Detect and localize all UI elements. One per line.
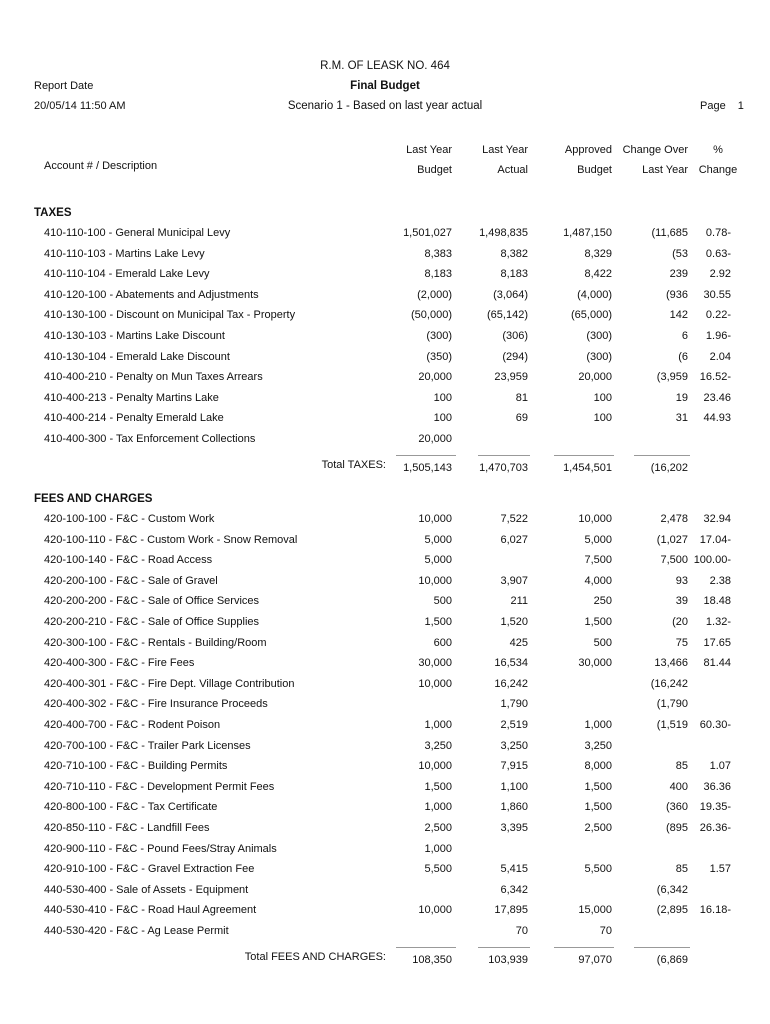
cell-approved-budget: 70 [599, 925, 612, 937]
row-description: 410-110-104 - Emerald Lake Levy [44, 268, 210, 281]
cell-last-year-actual: 7,522 [500, 513, 528, 525]
col-header-line: Last Year [406, 144, 452, 156]
row-description: 410-130-104 - Emerald Lake Discount [44, 350, 230, 363]
total-label: Total FEES AND CHARGES: [244, 950, 386, 963]
cell-approved-budget: 500 [593, 636, 612, 649]
cell-change-over: (20 [672, 616, 688, 628]
cell-change-over: 93 [675, 574, 688, 587]
cell-change-over: (16,242 [650, 677, 688, 690]
cell-change-over: (11,685 [651, 227, 688, 239]
cell-last-year-budget: 500 [433, 595, 452, 608]
cell-pct-change: 36.36 [703, 780, 731, 793]
report-date-label: Report Date [34, 80, 94, 92]
cell-last-year-actual: 70 [515, 925, 528, 937]
cell-last-year-actual: 16,242 [494, 677, 528, 690]
cell-approved-budget: 1,500 [584, 801, 612, 814]
cell-approved-budget: 8,000 [584, 760, 612, 773]
cell-last-year-budget: 1,501,027 [403, 227, 452, 239]
cell-pct-change: 2.04 [709, 350, 731, 363]
total-rule [396, 455, 456, 456]
cell-pct-change: 1.96- [705, 330, 731, 342]
cell-pct-change: 1.32- [705, 616, 731, 628]
total-rule [554, 947, 614, 948]
cell-approved-budget: 5,000 [584, 533, 612, 546]
cell-pct-change: 32.94 [703, 513, 731, 525]
cell-pct-change: 1.07 [709, 760, 731, 773]
total-budget: 108,350 [412, 953, 452, 966]
page-indicator [700, 100, 744, 112]
page-number: 1 [737, 100, 744, 112]
cell-last-year-budget: 1,000 [424, 801, 452, 814]
cell-pct-change: 26.36- [699, 822, 731, 834]
row-description: 410-400-214 - Penalty Emerald Lake [44, 412, 224, 425]
total-rule [396, 947, 456, 948]
cell-last-year-actual: (3,064) [493, 288, 528, 301]
total-actual: 103,939 [488, 953, 528, 966]
cell-last-year-budget: 30,000 [418, 657, 452, 670]
total-rule [478, 947, 530, 948]
org-name: R.M. OF LEASK NO. 464 [320, 60, 450, 72]
cell-last-year-budget: 5,000 [424, 554, 452, 567]
row-description: 410-400-300 - Tax Enforcement Collections [44, 433, 256, 445]
cell-approved-budget: 1,000 [584, 719, 612, 731]
cell-approved-budget: 250 [593, 595, 612, 608]
cell-last-year-actual: 6,342 [500, 883, 528, 896]
cell-change-over: (53 [672, 247, 688, 260]
cell-last-year-actual: 16,534 [494, 657, 528, 670]
total-rule [634, 455, 690, 456]
row-description: 420-800-100 - F&C - Tax Certificate [44, 801, 218, 814]
cell-change-over: 7,500 [660, 554, 688, 567]
cell-pct-change: 100.00- [693, 554, 731, 567]
cell-change-over: 75 [675, 636, 688, 649]
cell-last-year-actual: 17,895 [494, 904, 528, 917]
cell-pct-change: 1.57 [709, 863, 731, 876]
cell-last-year-actual: 3,907 [500, 574, 528, 587]
cell-pct-change: 60.30- [699, 719, 731, 731]
cell-approved-budget: (300) [586, 350, 612, 363]
row-description: 420-400-302 - F&C - Fire Insurance Proceeds [44, 698, 268, 711]
col-header-line: Budget [417, 164, 452, 176]
cell-approved-budget: (65,000) [571, 309, 612, 322]
row-description: 420-100-140 - F&C - Road Access [44, 554, 213, 567]
col-header-line: Change Over [622, 144, 688, 156]
cell-last-year-actual: 425 [509, 636, 528, 649]
cell-change-over: 2,478 [660, 513, 688, 525]
section-title: FEES AND CHARGES [34, 493, 153, 505]
cell-pct-change: 16.18- [699, 904, 731, 917]
cell-last-year-actual: 1,498,835 [479, 227, 528, 239]
row-description: 410-110-103 - Martins Lake Levy [44, 247, 205, 260]
cell-last-year-budget: 1,500 [424, 780, 452, 793]
cell-last-year-budget: (50,000) [411, 309, 452, 322]
cell-last-year-budget: 10,000 [418, 904, 452, 917]
cell-change-over: (936 [665, 288, 688, 301]
cell-last-year-budget: 8,383 [424, 247, 452, 260]
cell-approved-budget: 100 [593, 412, 612, 425]
col-header-line: Last Year [642, 164, 688, 176]
cell-change-over: 19 [675, 391, 688, 404]
cell-last-year-budget: 600 [433, 636, 452, 649]
total-approved: 1,454,501 [563, 461, 612, 474]
cell-last-year-actual: 8,183 [500, 268, 528, 281]
cell-change-over: 400 [669, 780, 688, 793]
cell-pct-change: 23.46 [703, 391, 731, 404]
cell-change-over: 39 [675, 595, 688, 608]
cell-last-year-budget: 10,000 [418, 760, 452, 773]
cell-last-year-actual: 81 [515, 391, 528, 404]
row-description: 420-710-100 - F&C - Building Permits [44, 760, 228, 773]
cell-last-year-budget: 10,000 [418, 677, 452, 690]
cell-last-year-actual: 2,519 [500, 719, 528, 731]
cell-last-year-actual: 1,860 [500, 801, 528, 814]
cell-last-year-budget: 100 [433, 391, 452, 404]
cell-last-year-budget: 8,183 [424, 268, 452, 281]
cell-approved-budget: 2,500 [584, 822, 612, 834]
cell-pct-change: 0.78- [705, 227, 731, 239]
cell-pct-change: 2.38 [709, 574, 731, 587]
total-approved: 97,070 [578, 953, 612, 966]
row-description: 410-400-213 - Penalty Martins Lake [44, 391, 219, 404]
cell-approved-budget: 10,000 [578, 513, 612, 525]
section-title: TAXES [34, 207, 72, 219]
total-actual: 1,470,703 [479, 461, 528, 474]
row-description: 410-110-100 - General Municipal Levy [44, 227, 231, 239]
cell-pct-change: 0.22- [705, 309, 731, 322]
cell-last-year-actual: 3,250 [500, 739, 528, 752]
row-description: 440-530-410 - F&C - Road Haul Agreement [44, 904, 257, 917]
cell-change-over: 31 [675, 412, 688, 425]
cell-last-year-actual: 7,915 [500, 760, 528, 773]
cell-approved-budget: 100 [593, 391, 612, 404]
row-description: 410-400-210 - Penalty on Mun Taxes Arrears [44, 371, 263, 384]
cell-last-year-actual: (306) [502, 330, 528, 342]
row-description: 440-530-420 - F&C - Ag Lease Permit [44, 925, 229, 937]
cell-approved-budget: 15,000 [578, 904, 612, 917]
row-description: 420-100-100 - F&C - Custom Work [44, 513, 215, 525]
cell-approved-budget: 30,000 [578, 657, 612, 670]
cell-last-year-actual: 1,790 [500, 698, 528, 711]
col-header-line: Last Year [482, 144, 528, 156]
cell-approved-budget: 7,500 [584, 554, 612, 567]
cell-approved-budget: 4,000 [584, 574, 612, 587]
total-change: (16,202 [650, 461, 688, 474]
cell-last-year-actual: 1,520 [500, 616, 528, 628]
cell-pct-change: 81.44 [703, 657, 731, 670]
row-description: 420-400-300 - F&C - Fire Fees [44, 657, 195, 670]
cell-last-year-actual: 3,395 [500, 822, 528, 834]
cell-approved-budget: 1,500 [584, 616, 612, 628]
cell-last-year-budget: (2,000) [417, 288, 452, 301]
cell-pct-change: 2.92 [709, 268, 731, 281]
cell-change-over: (6,342 [656, 883, 688, 896]
row-description: 420-400-700 - F&C - Rodent Poison [44, 719, 221, 731]
total-budget: 1,505,143 [403, 461, 452, 474]
cell-last-year-budget: 10,000 [418, 574, 452, 587]
col-header-line: Change [698, 164, 738, 176]
row-description: 410-130-100 - Discount on Municipal Tax - Property [44, 309, 296, 322]
cell-pct-change: 16.52- [699, 371, 731, 384]
total-label: Total TAXES: [321, 458, 386, 471]
cell-last-year-actual: 23,959 [494, 371, 528, 384]
cell-change-over: 239 [669, 268, 688, 281]
cell-change-over: (1,519 [656, 719, 688, 731]
cell-last-year-budget: 5,000 [424, 533, 452, 546]
col-header-line: Actual [497, 164, 528, 176]
total-rule [478, 455, 530, 456]
cell-change-over: 6 [681, 330, 688, 342]
cell-change-over: (2,895 [656, 904, 688, 917]
cell-pct-change: 19.35- [699, 801, 731, 814]
cell-last-year-budget: 10,000 [418, 513, 452, 525]
cell-approved-budget: 20,000 [578, 371, 612, 384]
row-description: 410-120-100 - Abatements and Adjustments [44, 288, 259, 301]
row-description: 410-130-103 - Martins Lake Discount [44, 330, 225, 342]
cell-change-over: (1,027 [656, 533, 688, 546]
col-header-line: Approved [564, 144, 612, 156]
cell-pct-change: 0.63- [705, 247, 731, 260]
cell-approved-budget: 5,500 [584, 863, 612, 876]
cell-last-year-actual: 69 [515, 412, 528, 425]
row-description: 420-400-301 - F&C - Fire Dept. Village Contribution [44, 677, 295, 690]
cell-last-year-budget: 2,500 [424, 822, 452, 834]
cell-approved-budget: 1,487,150 [563, 227, 612, 239]
cell-last-year-budget: 20,000 [418, 371, 452, 384]
col-header-change-over [588, 140, 688, 180]
cell-last-year-budget: 3,250 [424, 739, 452, 752]
cell-last-year-budget: 5,500 [424, 863, 452, 876]
cell-approved-budget: 8,422 [584, 268, 612, 281]
cell-last-year-budget: 100 [433, 412, 452, 425]
row-description: 420-200-100 - F&C - Sale of Gravel [44, 574, 218, 587]
row-description: 420-200-210 - F&C - Sale of Office Supplies [44, 616, 260, 628]
cell-last-year-budget: (300) [426, 330, 452, 342]
page-label: Page [700, 100, 726, 112]
cell-last-year-actual: 6,027 [500, 533, 528, 546]
cell-change-over: 13,466 [654, 657, 688, 670]
row-description: 420-850-110 - F&C - Landfill Fees [44, 822, 210, 834]
col-header-pct-change [696, 140, 740, 180]
cell-pct-change: 30.55 [703, 288, 731, 301]
cell-change-over: 85 [675, 760, 688, 773]
cell-approved-budget: 8,329 [584, 247, 612, 260]
report-title: Final Budget [350, 80, 420, 92]
cell-pct-change: 18.48 [703, 595, 731, 608]
cell-last-year-actual: 211 [510, 595, 528, 608]
scenario-label: Scenario 1 - Based on last year actual [287, 100, 483, 112]
col-header-account: Account # / Description [44, 160, 158, 172]
row-description: 420-900-110 - F&C - Pound Fees/Stray Animals [44, 842, 277, 855]
cell-pct-change: 17.04- [699, 533, 731, 546]
cell-pct-change: 17.65 [703, 636, 731, 649]
cell-change-over: (895 [665, 822, 688, 834]
cell-change-over: 85 [675, 863, 688, 876]
col-header-line: Budget [577, 164, 612, 176]
cell-change-over: (360 [665, 801, 688, 814]
cell-last-year-actual: 8,382 [500, 247, 528, 260]
cell-last-year-budget: 20,000 [418, 433, 452, 445]
row-description: 420-200-200 - F&C - Sale of Office Services [44, 595, 260, 608]
cell-approved-budget: (300) [586, 330, 612, 342]
total-change: (6,869 [656, 953, 688, 966]
cell-last-year-budget: 1,500 [424, 616, 452, 628]
cell-last-year-actual: (294) [502, 350, 528, 363]
row-description: 440-530-400 - Sale of Assets - Equipment [44, 883, 249, 896]
cell-last-year-actual: 1,100 [500, 780, 528, 793]
row-description: 420-710-110 - F&C - Development Permit Fees [44, 780, 275, 793]
cell-last-year-budget: 1,000 [424, 719, 452, 731]
cell-change-over: (3,959 [656, 371, 688, 384]
cell-approved-budget: 1,500 [584, 780, 612, 793]
cell-change-over: (1,790 [656, 698, 688, 711]
cell-last-year-actual: 5,415 [500, 863, 528, 876]
total-rule [554, 455, 614, 456]
row-description: 420-700-100 - F&C - Trailer Park Licenses [44, 739, 251, 752]
cell-pct-change: 44.93 [703, 412, 731, 425]
cell-change-over: 142 [669, 309, 688, 322]
cell-last-year-budget: (350) [426, 350, 452, 363]
col-header-line: % [713, 144, 723, 156]
row-description: 420-910-100 - F&C - Gravel Extraction Fee [44, 863, 255, 876]
cell-last-year-actual: (65,142) [487, 309, 528, 322]
cell-last-year-budget: 1,000 [424, 842, 452, 855]
cell-approved-budget: 3,250 [584, 739, 612, 752]
total-rule [634, 947, 690, 948]
row-description: 420-300-100 - F&C - Rentals - Building/Room [44, 636, 267, 649]
report-date: 20/05/14 11:50 AM [34, 100, 126, 112]
row-description: 420-100-110 - F&C - Custom Work - Snow Removal [44, 533, 298, 546]
cell-approved-budget: (4,000) [577, 288, 612, 301]
cell-change-over: (6 [678, 350, 688, 363]
